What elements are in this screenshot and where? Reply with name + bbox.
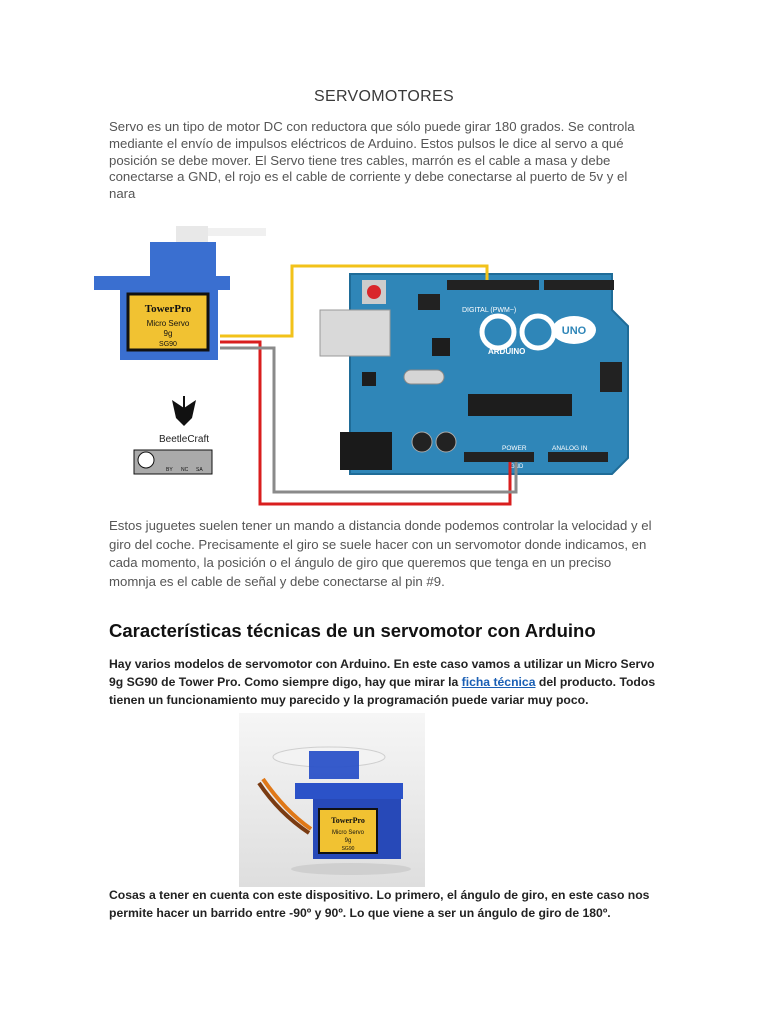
servo-weight-label: 9g: [163, 329, 173, 338]
arduino-board: [320, 274, 628, 474]
cc-term-sa: SA: [196, 467, 203, 473]
photo-code-label: SG90: [341, 846, 355, 852]
reset-button-icon: [367, 285, 381, 299]
third-paragraph: [109, 655, 669, 710]
page-title: SERVOMOTORES: [314, 88, 454, 105]
servo-motor: [94, 226, 266, 360]
third-paragraph-text-after: del producto. Todos tienen un funcionamiento muy parecido y la programación puede variar muy poco.: [109, 675, 656, 708]
section-heading: Características técnicas de un servomotor con Arduino: [109, 620, 596, 641]
photo-model-label: Micro Servo: [331, 830, 365, 836]
servo-model-label: Micro Servo: [146, 319, 190, 328]
beetlecraft-logo: [134, 396, 212, 474]
fourth-paragraph: Cosas a tener en cuenta con este dispositivo. Lo primero, el ángulo de giro, en este caso nos permite hacer un barrido entre -90º y 90º. Lo que viene a ser un ángulo de giro de 180º.: [109, 888, 650, 921]
digital-header-label: DIGITAL (PWM~): [462, 307, 517, 314]
power-header-label: POWER: [502, 445, 527, 452]
power-jack-icon: [340, 432, 392, 470]
usb-port-icon: [320, 310, 390, 356]
photo-weight-label: 9g: [344, 838, 352, 844]
servo-brand-label: TowerPro: [144, 303, 192, 315]
cropped-text-fragment: [109, 506, 639, 510]
datasheet-link[interactable]: ficha técnica: [461, 675, 536, 690]
cc-term-by: BY: [166, 467, 173, 473]
gnd-pin-label: GND: [510, 464, 524, 470]
beetlecraft-label: BeetleCraft: [158, 434, 210, 445]
analog-header-label: ANALOG IN: [552, 445, 588, 452]
third-paragraph-text-before: Hay varios modelos de servomotor con Arduino. En este caso vamos a utilizar un Micro Servo 9g SG90 de Tower Pro. Como siempre digo, hay que mirar la: [109, 657, 655, 690]
board-brand-label: ARDUINO: [488, 347, 526, 356]
microcontroller-chip-icon: [468, 394, 572, 416]
intro-paragraph: Servo es un tipo de motor DC con reductora que sólo puede girar 180 grados. Se controla mediante el envío de impulsos eléctricos de Arduino. Estos pulsos le dice al servo a qué posición se debe mover. El Servo tiene tres cables, marrón es el cable a masa y debe conectarse a GND, el rojo es el cable de corriente y debe conectarse al puerto de 5v y el nara: [109, 119, 635, 202]
photo-brand-label: TowerPro: [331, 816, 365, 825]
servo-code-label: SG90: [159, 341, 177, 348]
servo-photo: [239, 713, 425, 887]
wiring-diagram: [92, 222, 644, 514]
cc-term-nc: NC: [181, 467, 189, 473]
board-name-label: UNO: [561, 325, 587, 337]
second-paragraph: Estos juguetes suelen tener un mando a distancia donde podemos controlar la velocidad y el giro del coche. Precisamente el giro se suele hacer con un servomotor donde indicamos, en cada momento, la posición o el ángulo de giro que queremos que tenga en un preciso momnja es el cable de señal y debe conectarse al pin #9.: [109, 518, 652, 589]
